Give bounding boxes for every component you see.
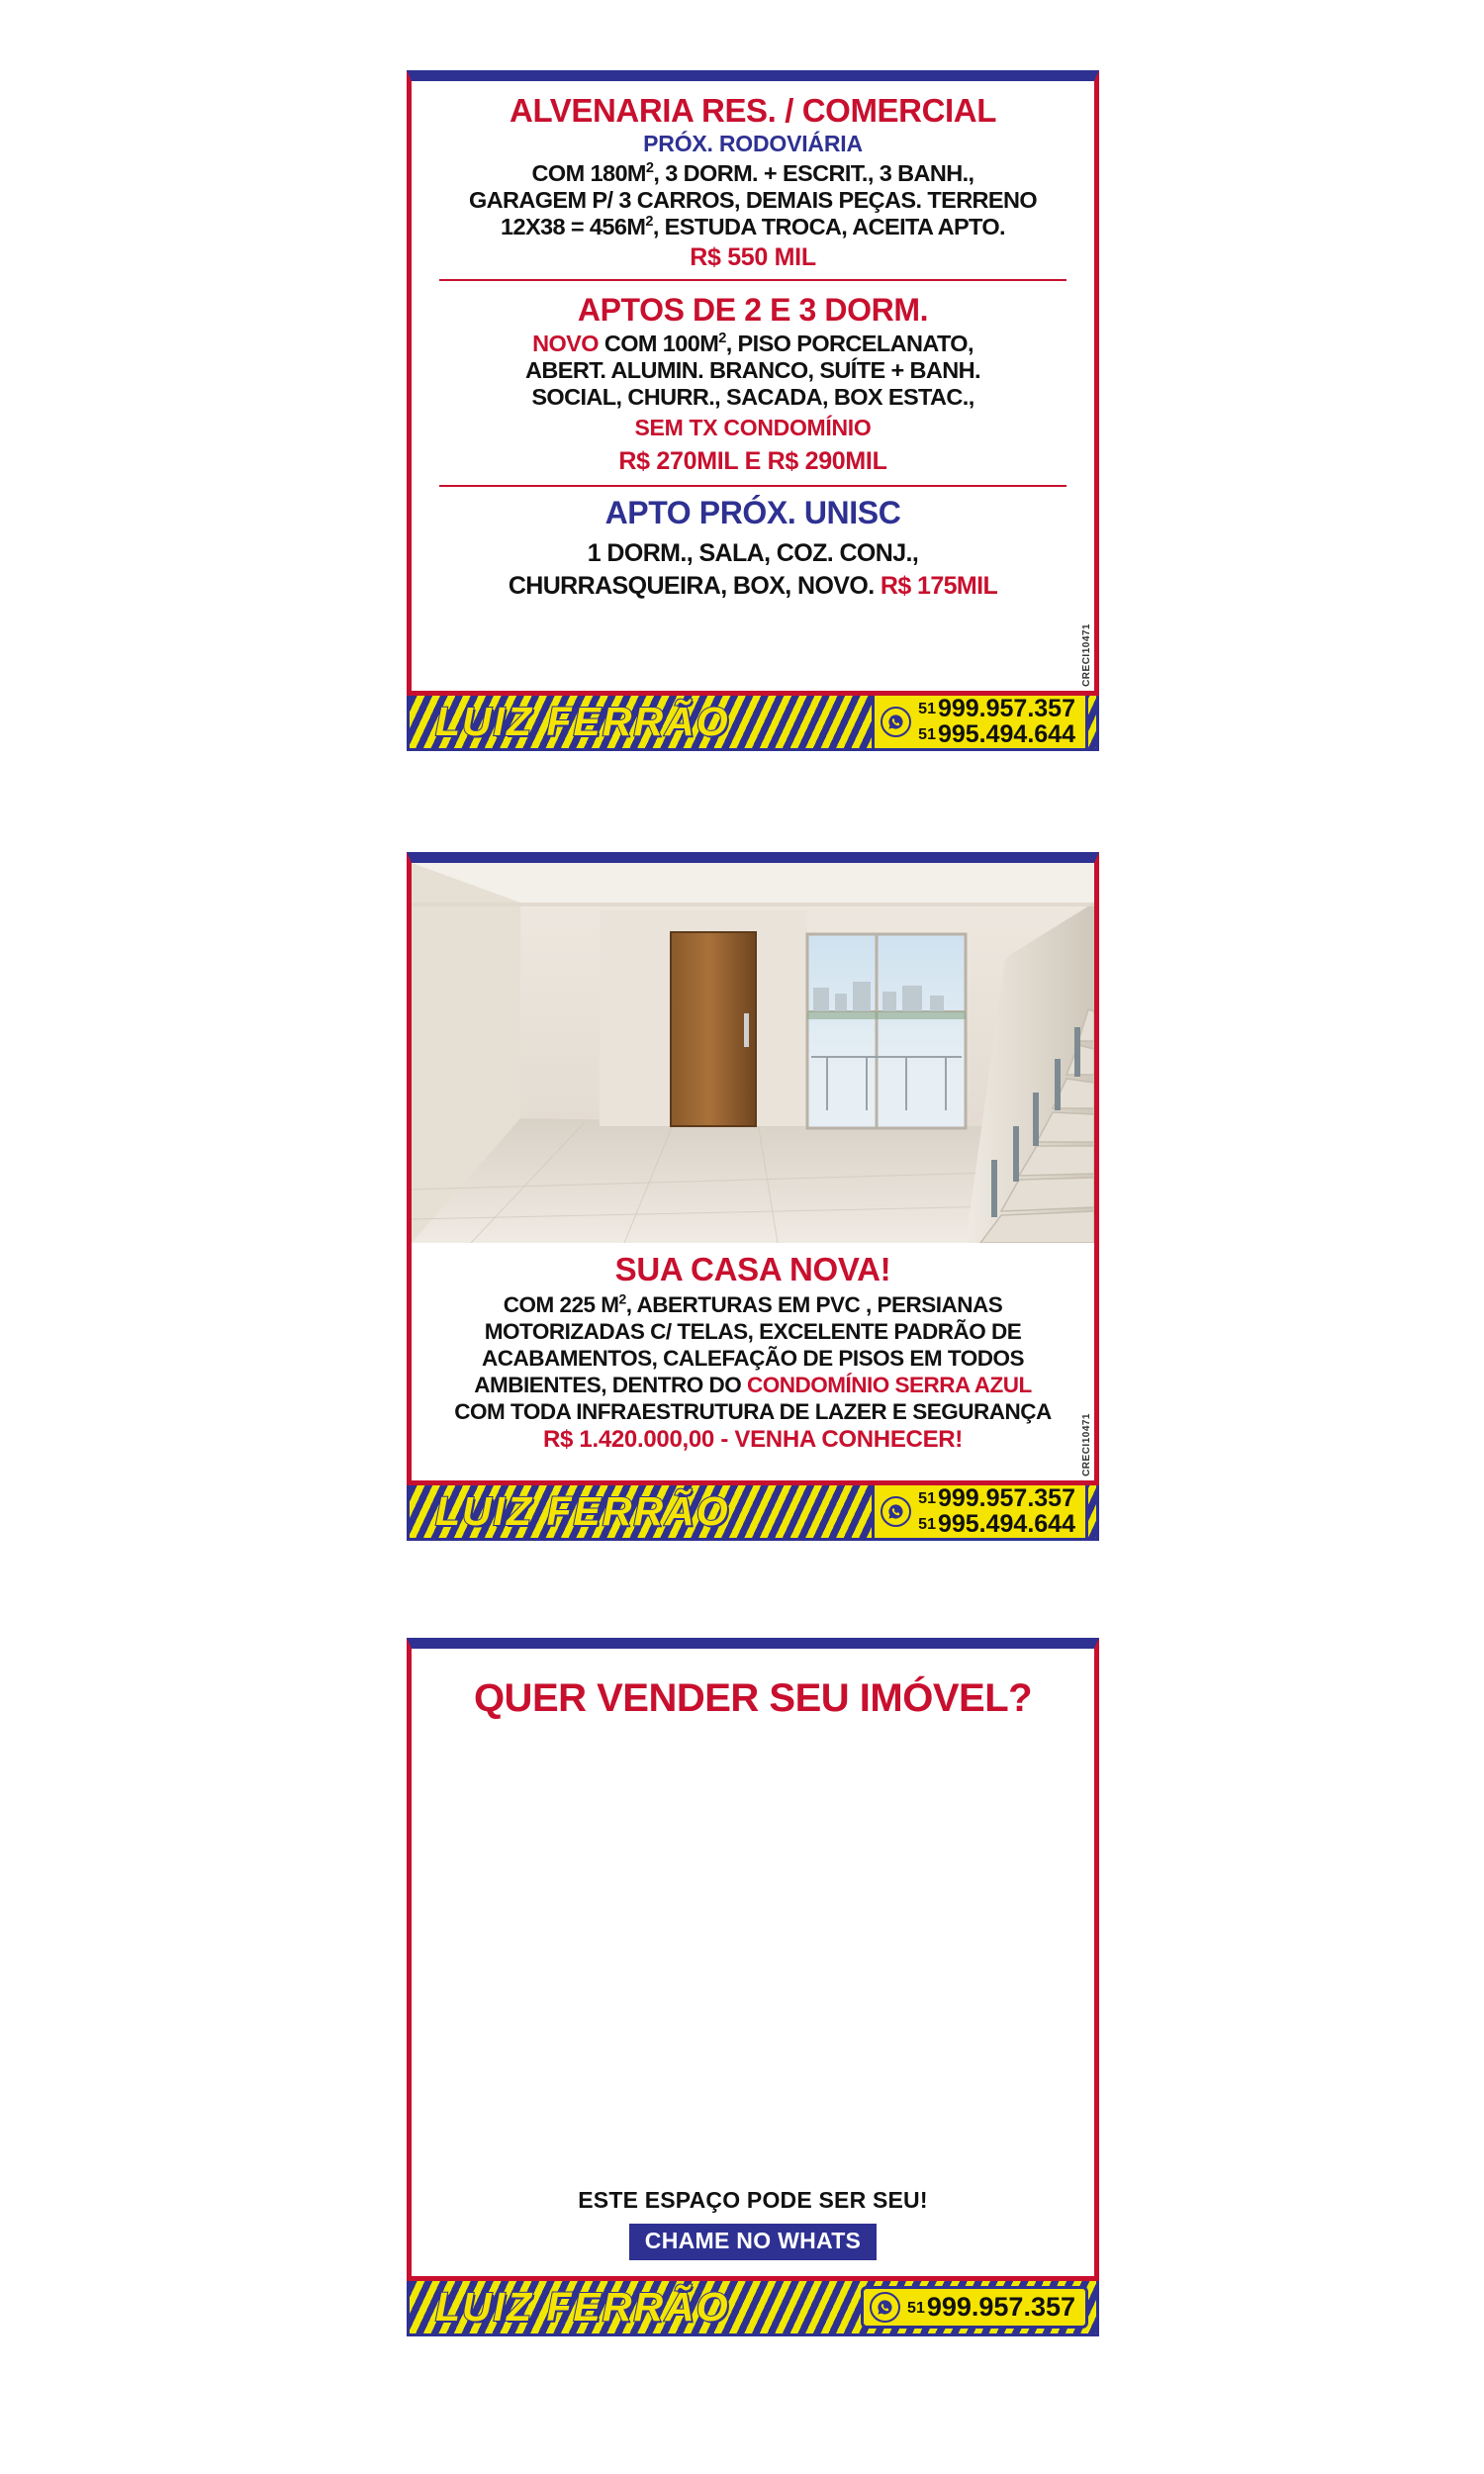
brand-name: LUIZ FERRÃO	[435, 699, 730, 744]
phone-ddd: 51	[918, 1515, 936, 1533]
empty-space	[412, 1721, 1094, 2187]
house-ad-price: R$ 1.420.000,00 - VENHA CONHECER!	[542, 1425, 964, 1453]
creci-label: CRECI10471	[1081, 623, 1092, 687]
living-room-photo	[412, 863, 1094, 1243]
phone-list	[918, 697, 1075, 747]
listing-body-line: 1 DORM., SALA, COZ. CONJ.,	[587, 539, 919, 568]
divider	[439, 279, 1067, 281]
space-available-text: ESTE ESPAÇO PODE SER SEU!	[578, 2187, 928, 2213]
listing-price: R$ 550 MIL	[690, 243, 816, 272]
sell-ad-title: QUER VENDER SEU IMÓVEL?	[473, 1676, 1033, 1720]
divider	[439, 485, 1067, 487]
brand-footer	[407, 696, 1099, 751]
listing-highlight: SEM TX CONDOMÍNIO	[634, 414, 872, 440]
listing-title: APTOS DE 2 E 3 DORM.	[577, 292, 929, 329]
listing-body	[425, 160, 1080, 241]
phone-list	[918, 1486, 1075, 1537]
ad-listings-frame	[407, 70, 1099, 696]
brand-footer	[407, 1485, 1099, 1541]
listing-title: APTO PRÓX. UNISC	[604, 494, 901, 530]
phone-number: 999.957.357	[937, 1485, 1075, 1512]
listing-subtitle: PRÓX. RODOVIÁRIA	[643, 130, 863, 156]
house-ad-title: SUA CASA NOVA!	[614, 1251, 891, 1287]
phone-number: 999.957.357	[926, 2291, 1075, 2322]
creci-label: CRECI10471	[1081, 1413, 1092, 1476]
listing-body	[425, 537, 1080, 602]
chame-no-whats-button[interactable]: CHAME NO WHATS	[629, 2224, 877, 2260]
house-body-line: ACABAMENTOS, CALEFAÇÃO DE PISOS EM TODOS	[482, 1345, 1024, 1371]
listing-price: R$ 270MIL E R$ 290MIL	[618, 446, 887, 475]
house-body-line: COM 225 $M^2$, ABERTURAS EM PVC , PERSIANAS	[503, 1290, 1003, 1317]
phone-primary	[918, 697, 1075, 722]
phone-box[interactable]	[872, 696, 1088, 751]
listing-price-inline: R$ 175MIL	[880, 571, 998, 600]
listing-body-line: COM $180M^2$, 3 DORM. + ESCRIT., 3 BANH.,	[531, 159, 974, 186]
phone-primary	[918, 1486, 1075, 1512]
whatsapp-icon	[881, 707, 911, 737]
ad-sell-frame	[407, 1638, 1099, 2281]
phone-ddd: 51	[918, 725, 936, 743]
brand-name: LUIZ FERRÃO	[435, 2284, 730, 2330]
phone-primary	[907, 2291, 1075, 2322]
phone-number: 995.494.644	[937, 1509, 1075, 1538]
listing-item[interactable]	[412, 496, 1094, 603]
phone-box[interactable]	[872, 1485, 1088, 1541]
whatsapp-icon	[870, 2292, 900, 2323]
listing-novo-badge: NOVO	[532, 330, 599, 356]
condominium-name: CONDOMÍNIO SERRA AZUL	[746, 1372, 1032, 1397]
listing-item[interactable]	[412, 93, 1094, 272]
listing-body-line: $12X38 = 456M^2$, ESTUDA TROCA, ACEITA APTO.	[501, 214, 1005, 240]
listing-body-line: SOCIAL, CHURR., SACADA, BOX ESTAC.,	[531, 384, 974, 411]
house-body-line: COM TODA INFRAESTRUTURA DE LAZER E SEGURANÇA	[454, 1398, 1052, 1424]
phone-ddd: 51	[918, 1490, 936, 1507]
listing-body-line: CHURRASQUEIRA, BOX, NOVO.	[508, 571, 881, 600]
house-ad-body	[425, 1290, 1080, 1425]
brand-footer	[407, 2281, 1099, 2336]
phone-ddd: 51	[907, 2299, 925, 2317]
whatsapp-icon	[881, 1496, 911, 1527]
listing-item[interactable]	[412, 293, 1094, 475]
phone-secondary	[918, 719, 1075, 748]
phone-ddd: 51	[918, 701, 936, 717]
house-body-line: AMBIENTES, DENTRO DO	[474, 1372, 747, 1397]
house-ad-text	[412, 1251, 1094, 1454]
listing-body	[425, 331, 1080, 412]
phone-secondary	[918, 1509, 1075, 1538]
listing-body-line: GARAGEM P/ 3 CARROS, DEMAIS PEÇAS. TERRENO	[468, 186, 1038, 213]
listing-title: ALVENARIA RES. / COMERCIAL	[510, 92, 996, 129]
phone-number: 995.494.644	[937, 719, 1075, 748]
phone-box[interactable]	[861, 2286, 1088, 2329]
house-body-line: MOTORIZADAS C/ TELAS, EXCELENTE PADRÃO DE	[484, 1318, 1022, 1344]
ad-sell	[407, 1638, 1099, 2336]
listing-body-line: COM $100M^2$, PISO PORCELANATO,	[598, 330, 974, 356]
ad-house-frame	[407, 852, 1099, 1485]
photo-container	[412, 863, 1094, 1243]
phone-number: 999.957.357	[937, 696, 1075, 722]
listing-body-line: ABERT. ALUMIN. BRANCO, SUÍTE + BANH.	[525, 357, 980, 384]
ad-house	[407, 852, 1099, 1541]
phone-list	[907, 2291, 1075, 2322]
brand-name: LUIZ FERRÃO	[435, 1488, 730, 1534]
ad-listings	[407, 70, 1099, 751]
